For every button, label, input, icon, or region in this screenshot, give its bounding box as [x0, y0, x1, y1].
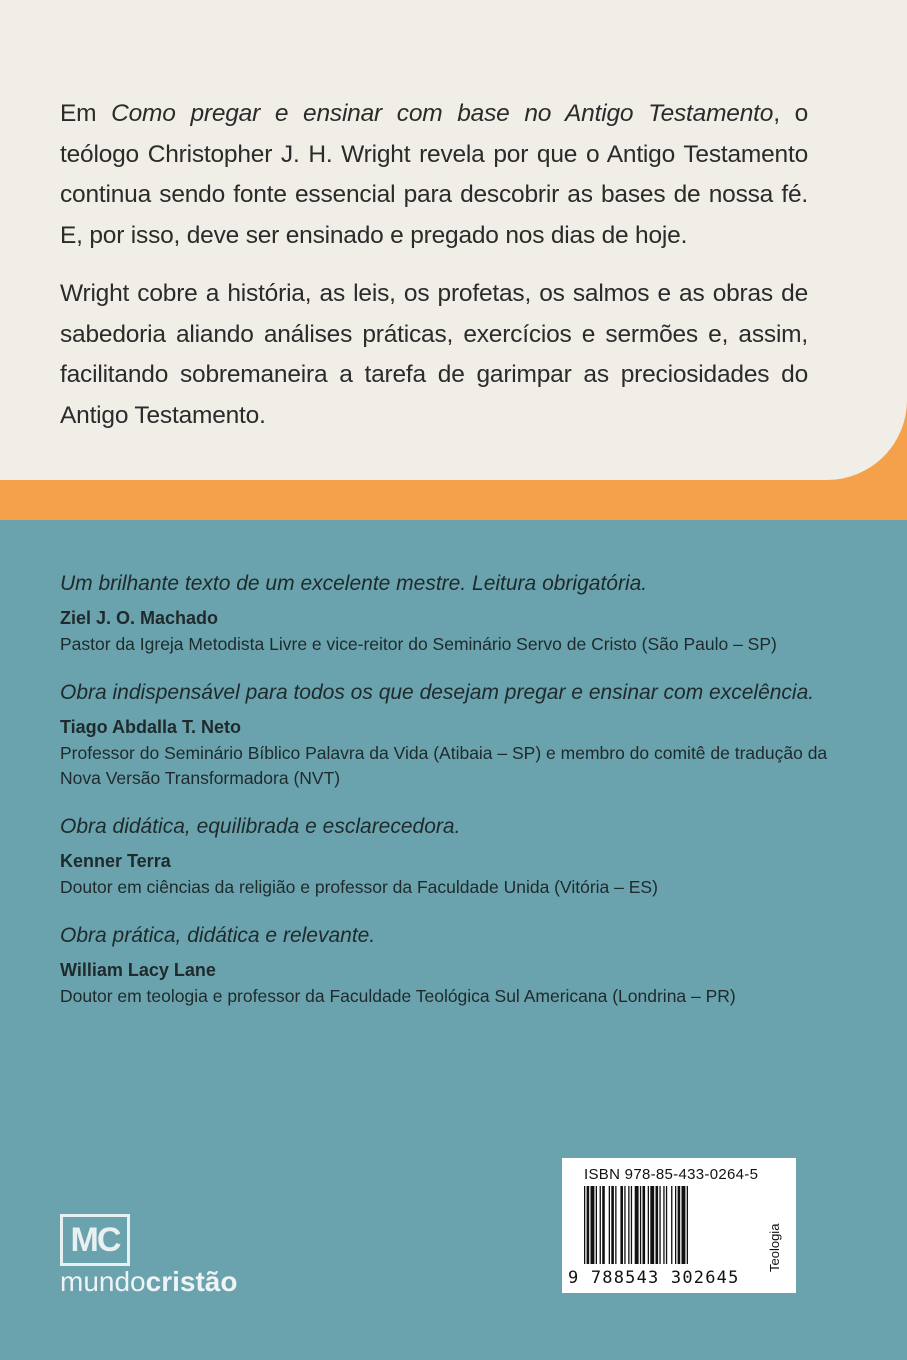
- publisher-name: [60, 1266, 237, 1298]
- endorsement-role: Doutor em teologia e professor da Faculdade Teológica Sul Americana (Londrina – PR): [60, 986, 736, 1006]
- barcode-panel: [562, 1158, 796, 1293]
- publisher-name-bold: cristão: [145, 1266, 238, 1297]
- barcode-bar: [663, 1186, 664, 1264]
- barcode-bar: [584, 1186, 585, 1264]
- barcode-bar: [675, 1186, 676, 1264]
- barcode-bar: [620, 1186, 623, 1264]
- barcode-bar: [648, 1186, 649, 1264]
- publisher-name-light: mundo: [60, 1266, 146, 1297]
- synopsis-paragraph-1: [60, 94, 808, 256]
- barcode-bar: [602, 1186, 605, 1264]
- barcode-bar: [635, 1186, 639, 1264]
- endorsement-author: Kenner Terra: [60, 851, 171, 871]
- endorsement: [60, 679, 850, 791]
- barcode-bar: [609, 1186, 610, 1264]
- endorsement-role: Professor do Seminário Bíblico Palavra da Vida (Atibaia – SP) e membro do comitê de tradução da Nova Versão Transformadora (NVT): [60, 743, 828, 788]
- endorsements: [60, 570, 850, 1031]
- barcode-icon: [582, 1186, 758, 1266]
- barcode-bar: [659, 1186, 660, 1264]
- barcode-bar: [682, 1186, 686, 1264]
- endorsement-quote: Obra indispensável para todos os que desejam pregar e ensinar com excelência.: [60, 681, 815, 704]
- barcode-bar: [615, 1186, 616, 1264]
- barcode-bar: [656, 1186, 659, 1264]
- synopsis-text: , o teólogo Christopher J. H. Wright revela por que o Antigo Testamento continua sendo fonte essencial para descobrir as bases de nossa fé. E, por isso, deve ser ensinado e pregado nos dias de hoje.: [60, 100, 808, 249]
- top-panel: [0, 0, 907, 520]
- barcode-bar: [611, 1186, 614, 1264]
- barcode-bar: [600, 1186, 601, 1264]
- endorsement-quote: Um brilhante texto de um excelente mestre. Leitura obrigatória.: [60, 572, 648, 595]
- endorsement: [60, 813, 850, 900]
- barcode-digits: 9 788543 302645: [568, 1268, 740, 1288]
- category-label: Teologia: [767, 1223, 782, 1272]
- barcode-bar: [666, 1186, 667, 1264]
- barcode-bar: [631, 1186, 632, 1264]
- barcode-bar: [596, 1186, 597, 1264]
- synopsis-paragraph-2: Wright cobre a história, as leis, os profetas, os salmos e as obras de sabedoria aliando análises práticas, exercícios e sermões e, assim, facilitando sobremaneira a tarefa de garimpar as preciosidades do Antigo Testamento.: [60, 280, 808, 429]
- synopsis-prefix: Em: [60, 100, 112, 127]
- barcode-bar: [591, 1186, 595, 1264]
- barcode-bar: [624, 1186, 625, 1264]
- endorsement-author: Tiago Abdalla T. Neto: [60, 717, 242, 737]
- barcode-bar: [628, 1186, 629, 1264]
- endorsement: [60, 922, 850, 1009]
- endorsement-role: Doutor em ciências da religião e professor da Faculdade Unida (Vitória – ES): [60, 877, 658, 897]
- synopsis-panel: [0, 0, 907, 480]
- barcode-bar: [587, 1186, 590, 1264]
- publisher-logo-mark: MC: [60, 1214, 130, 1266]
- book-title: Como pregar e ensinar com base no Antigo Testamento: [111, 100, 774, 127]
- barcode-bar: [650, 1186, 654, 1264]
- isbn-label: ISBN 978-85-433-0264-5: [584, 1166, 759, 1183]
- endorsement: [60, 570, 850, 657]
- publisher-logo: [60, 1214, 280, 1304]
- barcode-bar: [640, 1186, 641, 1264]
- endorsement-quote: Obra didática, equilibrada e esclarecedora.: [60, 815, 461, 838]
- synopsis: [60, 94, 808, 454]
- endorsement-author: Ziel J. O. Machado: [60, 608, 219, 628]
- endorsement-quote: Obra prática, didática e relevante.: [60, 924, 376, 947]
- barcode-bar: [643, 1186, 646, 1264]
- barcode-bar: [687, 1186, 688, 1264]
- barcode-bar: [671, 1186, 672, 1264]
- endorsement-author: William Lacy Lane: [60, 960, 216, 980]
- barcode-bar: [678, 1186, 681, 1264]
- endorsement-role: Pastor da Igreja Metodista Livre e vice-reitor do Seminário Servo de Cristo (São Paulo – SP): [60, 634, 777, 654]
